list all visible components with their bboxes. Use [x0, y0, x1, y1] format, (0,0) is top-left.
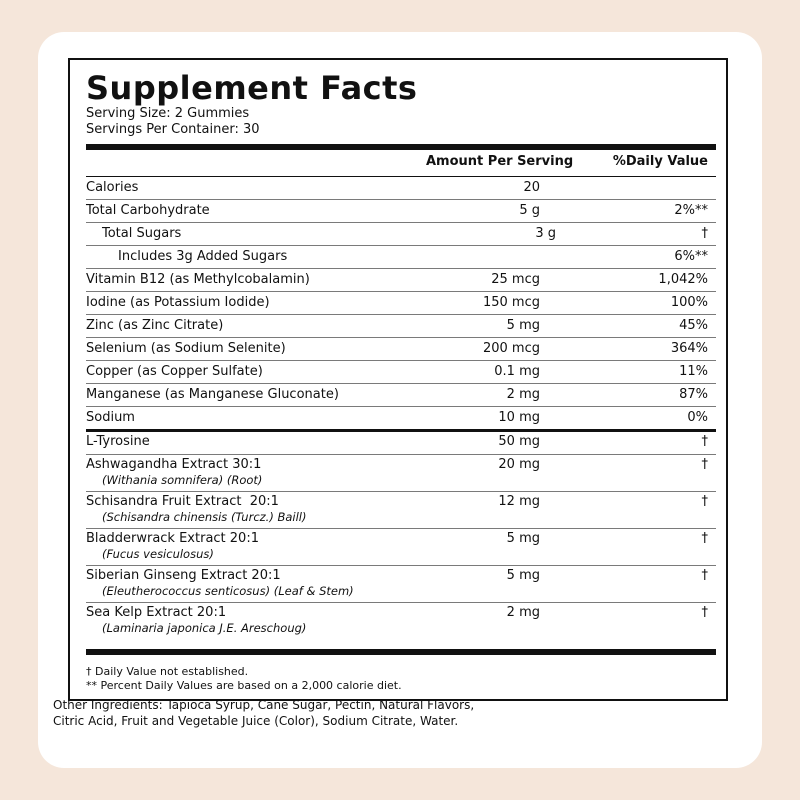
extract-source: (Eleutherococcus senticosus) (Leaf & Stem) — [102, 584, 354, 598]
nutrient-amount: 150 mcg — [482, 295, 540, 310]
nutrient-name: Total Carbohydrate — [86, 203, 210, 218]
extract-row-schisandra — [86, 492, 716, 529]
extract-source: (Schisandra chinensis (Turcz.) Baill) — [102, 510, 307, 524]
nutrient-name: Selenium (as Sodium Selenite) — [86, 341, 286, 356]
extract-name: L-Tyrosine — [86, 434, 150, 449]
extract-row-ashwagandha — [86, 455, 716, 492]
footnote-dagger: † Daily Value not established. — [86, 665, 249, 678]
supplement-facts-title: Supplement Facts — [86, 69, 418, 107]
nutrient-dv: † — [701, 226, 708, 241]
extract-name: Siberian Ginseng Extract 20:1 — [86, 568, 281, 583]
extract-amount: 5 mg — [506, 531, 540, 546]
nutrient-row-iodine — [86, 292, 716, 315]
daily-value-header: %Daily Value — [612, 154, 708, 169]
nutrient-row-vitamin-b12 — [86, 269, 716, 292]
nutrient-amount: 0.1 mg — [494, 364, 540, 379]
extract-amount: 2 mg — [506, 605, 540, 620]
nutrient-dv: 1,042% — [658, 272, 708, 287]
nutrient-dv: 2%** — [674, 203, 708, 218]
extract-source: (Withania somnifera) (Root) — [102, 473, 263, 487]
nutrient-name: Vitamin B12 (as Methylcobalamin) — [86, 272, 310, 287]
extract-row-sea-kelp — [86, 603, 716, 639]
nutrient-dv: 87% — [679, 387, 708, 402]
extract-row-siberian-ginseng — [86, 566, 716, 603]
extract-dv: † — [701, 605, 708, 620]
nutrient-amount: 10 mg — [498, 410, 540, 425]
nutrient-amount: 25 mcg — [491, 272, 540, 287]
footnotes — [86, 655, 716, 699]
nutrient-name: Iodine (as Potassium Iodide) — [86, 295, 270, 310]
other-ingredients-line: Other Ingredients: Tapioca Syrup, Cane Sugar, Pectin, Natural Flavors, — [53, 698, 475, 712]
extract-amount: 5 mg — [506, 568, 540, 583]
other-ingredients — [53, 697, 573, 729]
nutrient-name: Includes 3g Added Sugars — [118, 249, 288, 264]
nutrient-row-calories — [86, 177, 716, 200]
nutrient-dv: 6%** — [674, 249, 708, 264]
nutrient-name: Sodium — [86, 410, 135, 425]
nutrient-name: Copper (as Copper Sulfate) — [86, 364, 263, 379]
extract-amount: 50 mg — [498, 434, 540, 449]
nutrient-row-total-carbohydrate — [86, 200, 716, 223]
nutrient-amount: 3 g — [535, 226, 556, 241]
extract-amount: 20 mg — [498, 457, 540, 472]
nutrient-row-sodium — [86, 407, 716, 429]
nutrient-dv: 0% — [687, 410, 708, 425]
amount-per-serving-header: Amount Per Serving — [426, 154, 574, 169]
extract-source: (Fucus vesiculosus) — [102, 547, 214, 561]
nutrient-name: Calories — [86, 180, 139, 195]
nutrient-name: Manganese (as Manganese Gluconate) — [86, 387, 339, 402]
extract-row-l-tyrosine — [86, 432, 716, 455]
nutrient-row-zinc — [86, 315, 716, 338]
nutrient-dv: 100% — [670, 295, 708, 310]
extract-dv: † — [701, 494, 708, 509]
extract-dv: † — [701, 568, 708, 583]
nutrient-dv: 45% — [679, 318, 708, 333]
extract-dv: † — [701, 531, 708, 546]
nutrient-row-total-sugars — [86, 223, 716, 246]
nutrient-name: Zinc (as Zinc Citrate) — [86, 318, 224, 333]
nutrient-amount: 5 mg — [506, 318, 540, 333]
nutrient-amount: 5 g — [519, 203, 540, 218]
extract-name: Ashwagandha Extract 30:1 — [86, 457, 262, 472]
other-ingredients-line: Citric Acid, Fruit and Vegetable Juice (Color), Sodium Citrate, Water. — [53, 714, 459, 728]
extract-name: Schisandra Fruit Extract 20:1 — [86, 494, 279, 509]
nutrient-row-added-sugars — [86, 246, 716, 269]
serving-size: Serving Size: 2 Gummies — [86, 106, 250, 121]
extract-name: Bladderwrack Extract 20:1 — [86, 531, 259, 546]
table-header — [86, 150, 716, 177]
nutrient-row-copper — [86, 361, 716, 384]
servings-per-container: Servings Per Container: 30 — [86, 122, 260, 137]
nutrient-amount: 2 mg — [506, 387, 540, 402]
nutrient-dv: 11% — [679, 364, 708, 379]
extract-row-bladderwrack — [86, 529, 716, 566]
label-card — [38, 32, 762, 768]
extract-dv: † — [701, 457, 708, 472]
footnote-percent: ** Percent Daily Values are based on a 2,000 calorie diet. — [86, 679, 402, 692]
nutrient-amount: 20 — [523, 180, 540, 195]
extract-dv: † — [701, 434, 708, 449]
nutrient-amount: 200 mcg — [482, 341, 540, 356]
nutrient-dv: 364% — [670, 341, 708, 356]
nutrient-row-manganese — [86, 384, 716, 407]
extract-source: (Laminaria japonica J.E. Areschoug) — [102, 621, 307, 635]
nutrient-name: Total Sugars — [102, 226, 182, 241]
extract-name: Sea Kelp Extract 20:1 — [86, 605, 227, 620]
supplement-facts-panel — [68, 58, 728, 701]
nutrient-row-selenium — [86, 338, 716, 361]
extract-amount: 12 mg — [498, 494, 540, 509]
